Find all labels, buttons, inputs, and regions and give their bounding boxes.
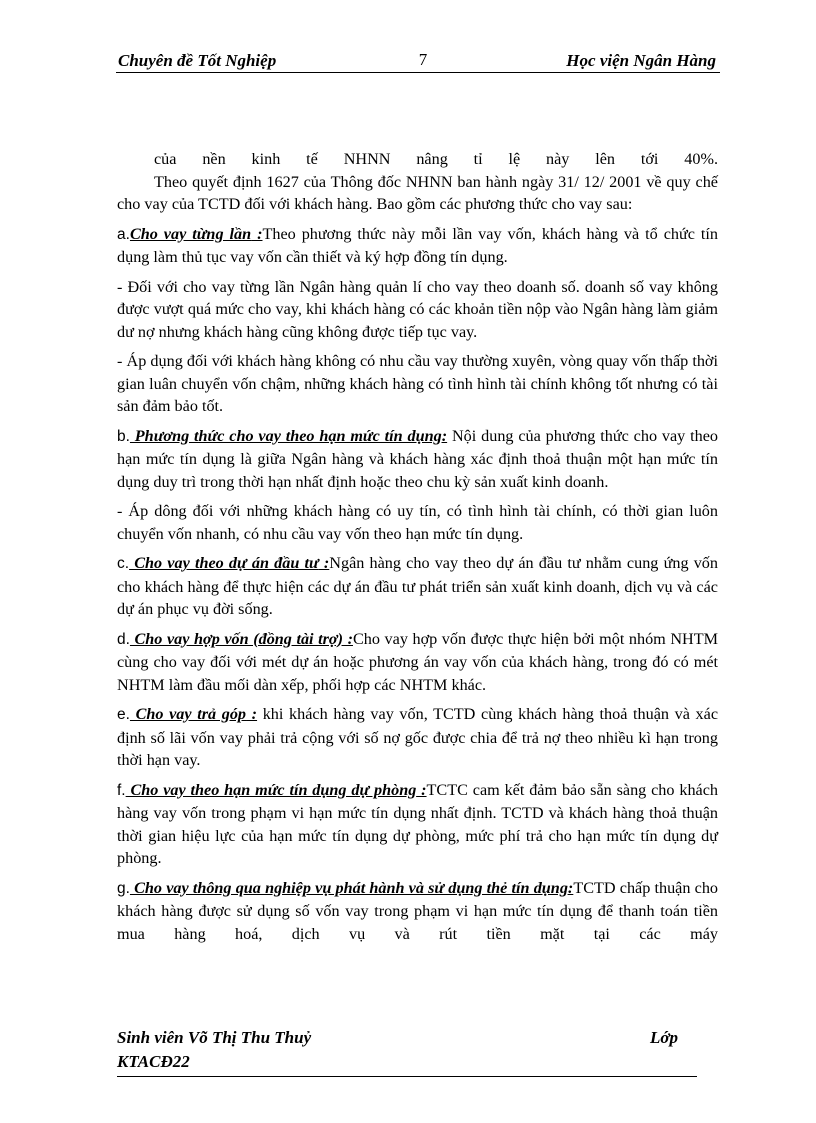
page-header — [116, 50, 720, 73]
section-g-text: TCTD chấp thuận cho khách hàng được sử dụng số vốn vay trong phạm vi hạn mức tín dụng để thanh toán tiền mua hàng hoá, dịch vụ và rút tiền mặt tại các máy — [117, 878, 719, 943]
section-b-prefix: b. — [117, 427, 130, 445]
page-number: 7 — [418, 50, 428, 69]
section-a-title: Cho vay từng lần — [129, 224, 252, 243]
document-body — [117, 148, 718, 945]
section-a-bullet-1: - Đối với cho vay từng lần Ngân hàng quản lí cho vay theo doanh số. doanh số vay không được vượt quá mức cho vay, khi khách hàng có các khoản tiền nộp vào Ngân hàng làm giảm dư nợ nhưng khách hàng cũng không được tiếp tục vay. — [117, 277, 718, 341]
section-b — [117, 425, 718, 494]
section-a-sep: : — [251, 224, 263, 243]
paragraph-continuation: của nền kinh tế NHNN nâng tỉ lệ này lên tới 40%. — [154, 150, 718, 168]
section-g-prefix: g. — [117, 879, 130, 897]
section-f-prefix: f. — [117, 781, 126, 799]
section-e-prefix: e. — [117, 706, 130, 723]
footer-class-code: KTACĐ22 — [117, 1052, 190, 1071]
section-f-text: TCTC cam kết đảm bảo sẵn sàng cho khách hàng vay vốn trong phạm vi hạn mức tín dụng nhất định. TCTD và khách hàng thoả thuận thời gian hiệu lực của hạn mức tín dụng dự phòng, mức phí trả cho hạn mức tín dụng dự phòng. — [117, 780, 719, 867]
section-b-text: Nội dung của phương thức cho vay theo hạn mức tín dụng là giữa Ngân hàng và khách hàng xác định thoả thuận một hạn mức tín dụng duy trì trong thời hạn nhất định hoặc theo chu kỳ sản xuất kinh doanh. — [117, 426, 718, 491]
section-g-sep: : — [567, 878, 574, 897]
section-d-text: Cho vay hợp vốn được thực hiện bởi một nhóm NHTM cùng cho vay đối với mét dự án hoặc phương án vay vốn của khách hàng, trong đó có mét NHTM làm đầu mối dàn xếp, phối hợp các NHTM khác. — [117, 629, 718, 694]
section-f — [117, 779, 718, 870]
footer-student-name: Sinh viên Võ Thị Thu Thuỷ — [117, 1028, 312, 1047]
section-g-title: Cho vay thông qua nghiệp vụ phát hành và sử dụng thẻ tín dụng — [129, 878, 568, 897]
section-c-sep: : — [318, 554, 330, 572]
section-a-prefix: a. — [117, 225, 130, 243]
paragraph-decision-1627: Theo quyết định 1627 của Thông đốc NHNN ban hành ngày 31/ 12/ 2001 về quy chế cho vay của TCTD đối với khách hàng. Bao gồm các phương thức cho vay sau: — [117, 172, 718, 213]
section-d-prefix: d. — [117, 630, 130, 648]
section-b-title: Phương thức cho vay theo hạn mức tín dụng: — [129, 426, 448, 445]
section-c-title: Cho vay theo dự án đầu tư — [129, 554, 319, 572]
section-f-sep: : — [416, 780, 427, 799]
section-d-title: Cho vay hợp vốn (đồng tài trợ) — [129, 629, 344, 648]
header-institution: Học viện Ngân Hàng — [566, 51, 716, 70]
section-a — [117, 223, 718, 269]
section-d — [117, 628, 718, 697]
page-footer — [117, 1028, 697, 1077]
section-e-title: Cho vay trả góp — [129, 705, 247, 723]
section-e-sep: : — [246, 705, 258, 723]
section-e-text: khi khách hàng vay vốn, TCTD cùng khách hàng thoả thuận và xác định số lãi vốn vay phải trả cộng với số nợ gốc được chia để trả nợ theo nhiều kì hạn trong thời hạn vay. — [117, 705, 718, 769]
section-a-bullet-2: - Áp dụng đối với khách hàng không có nhu cầu vay thường xuyên, vòng quay vốn thấp thời gian luân chuyển vốn chậm, những khách hàng có tình hình tài chính không tốt nhưng có tài sản đảm bảo tốt. — [117, 352, 718, 415]
section-c-prefix: c. — [117, 555, 130, 572]
section-b-bullet-1: - Áp dông đối với những khách hàng có uy tín, có tình hình tài chính, có thời gian luôn chuyển vốn nhanh, có nhu cầu vay vốn theo hạn mức tín dụng. — [117, 502, 718, 543]
section-c — [117, 552, 718, 621]
section-e — [117, 703, 718, 772]
section-a-text: Theo phương thức này mỗi lần vay vốn, khách hàng và tổ chức tín dụng làm thủ tục vay vốn cần thiết và ký hợp đồng tín dụng. — [117, 224, 718, 266]
section-d-sep: : — [343, 629, 353, 648]
footer-class-label: Lớp — [650, 1028, 679, 1047]
section-c-text: Ngân hàng cho vay theo dự án đầu tư nhằm cung ứng vốn cho khách hàng để thực hiện các dự án đầu tư phát triển sản xuất kinh doanh, dịch vụ và các dự án phục vụ đời sống. — [117, 554, 718, 618]
header-thesis-title: Chuyên đề Tốt Nghiệp — [118, 51, 277, 70]
section-f-title: Cho vay theo hạn mức tín dụng dự phòng — [125, 780, 417, 799]
section-g — [117, 877, 718, 946]
